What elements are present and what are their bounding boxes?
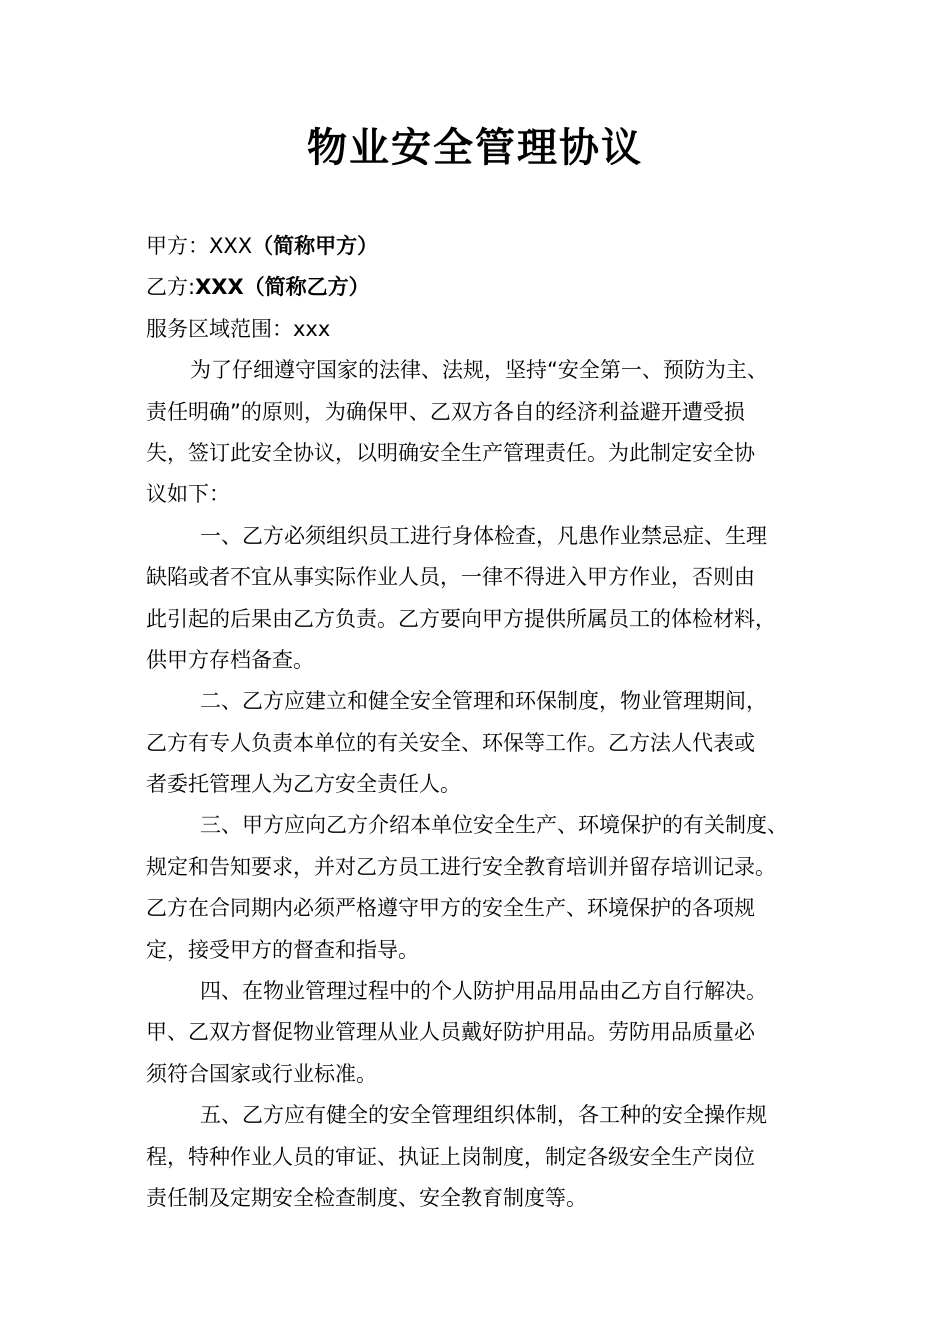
- clause-3-line: 三、甲方应向乙方介绍本单位安全生产、环境保护的有关制度、: [200, 813, 788, 838]
- clause-3-line: 规定和告知要求，并对乙方员工进行安全教育培训并留存培训记录。: [146, 854, 776, 879]
- party-a-line: [146, 226, 808, 267]
- clause-2-line: 二、乙方应建立和健全安全管理和环保制度，物业管理期间，: [200, 689, 767, 714]
- clause-4-line: 须符合国家或行业标准。: [146, 1061, 377, 1086]
- intro-paragraph-line: 责任明确”的原则，为确保甲、乙双方各自的经济利益避开遭受损: [146, 399, 745, 424]
- party-b-name: XXX（简称乙方）: [195, 275, 370, 300]
- document-body: [146, 226, 808, 1219]
- party-a-name: （简称甲方）: [252, 234, 379, 258]
- service-area-line: 服务区域范围：xxx: [146, 316, 331, 341]
- clause-2-line: 者委托管理人为乙方安全责任人。: [146, 772, 461, 797]
- intro-paragraph-line: 为了仔细遵守国家的法律、法规，坚持“安全第一、预防为主、: [190, 358, 768, 383]
- party-b-line: [146, 267, 808, 308]
- clause-1-line: 一、乙方必须组织员工进行身体检查，凡患作业禁忌症、生理: [200, 523, 767, 548]
- clause-4-line: 甲、乙双方督促物业管理从业人员戴好防护用品。劳防用品质量必: [146, 1020, 755, 1045]
- clause-2-line: 乙方有专人负责本单位的有关安全、环保等工作。乙方法人代表或: [146, 730, 755, 755]
- clause-3-line: 乙方在合同期内必须严格遵守甲方的安全生产、环境保护的各项规: [146, 896, 755, 921]
- clause-5-line: 五、乙方应有健全的安全管理组织体制，各工种的安全操作规: [200, 1103, 767, 1128]
- clause-1-line: 此引起的后果由乙方负责。乙方要向甲方提供所属员工的体检材料，: [146, 606, 776, 631]
- clause-5-line: 责任制及定期安全检查制度、安全教育制度等。: [146, 1185, 587, 1210]
- clause-5-line: 程，特种作业人员的审证、执证上岗制度，制定各级安全生产岗位: [146, 1144, 755, 1169]
- party-b-label: 乙方:: [146, 275, 196, 300]
- document-title: 物业安全管理协议: [307, 124, 643, 171]
- clause-4-line: 四、在物业管理过程中的个人防护用品用品由乙方自行解决。: [200, 979, 767, 1004]
- intro-paragraph-line: 议如下：: [146, 482, 230, 507]
- intro-paragraph-line: 失，签订此安全协议，以明确安全生产管理责任。为此制定安全协: [146, 440, 755, 465]
- clause-1-line: 供甲方存档备查。: [146, 647, 314, 672]
- party-a-label: 甲方：XXX: [146, 234, 253, 258]
- clause-1-line: 缺陷或者不宜从事实际作业人员，一律不得进入甲方作业，否则由: [146, 565, 755, 590]
- clause-3-line: 定，接受甲方的督查和指导。: [146, 937, 419, 962]
